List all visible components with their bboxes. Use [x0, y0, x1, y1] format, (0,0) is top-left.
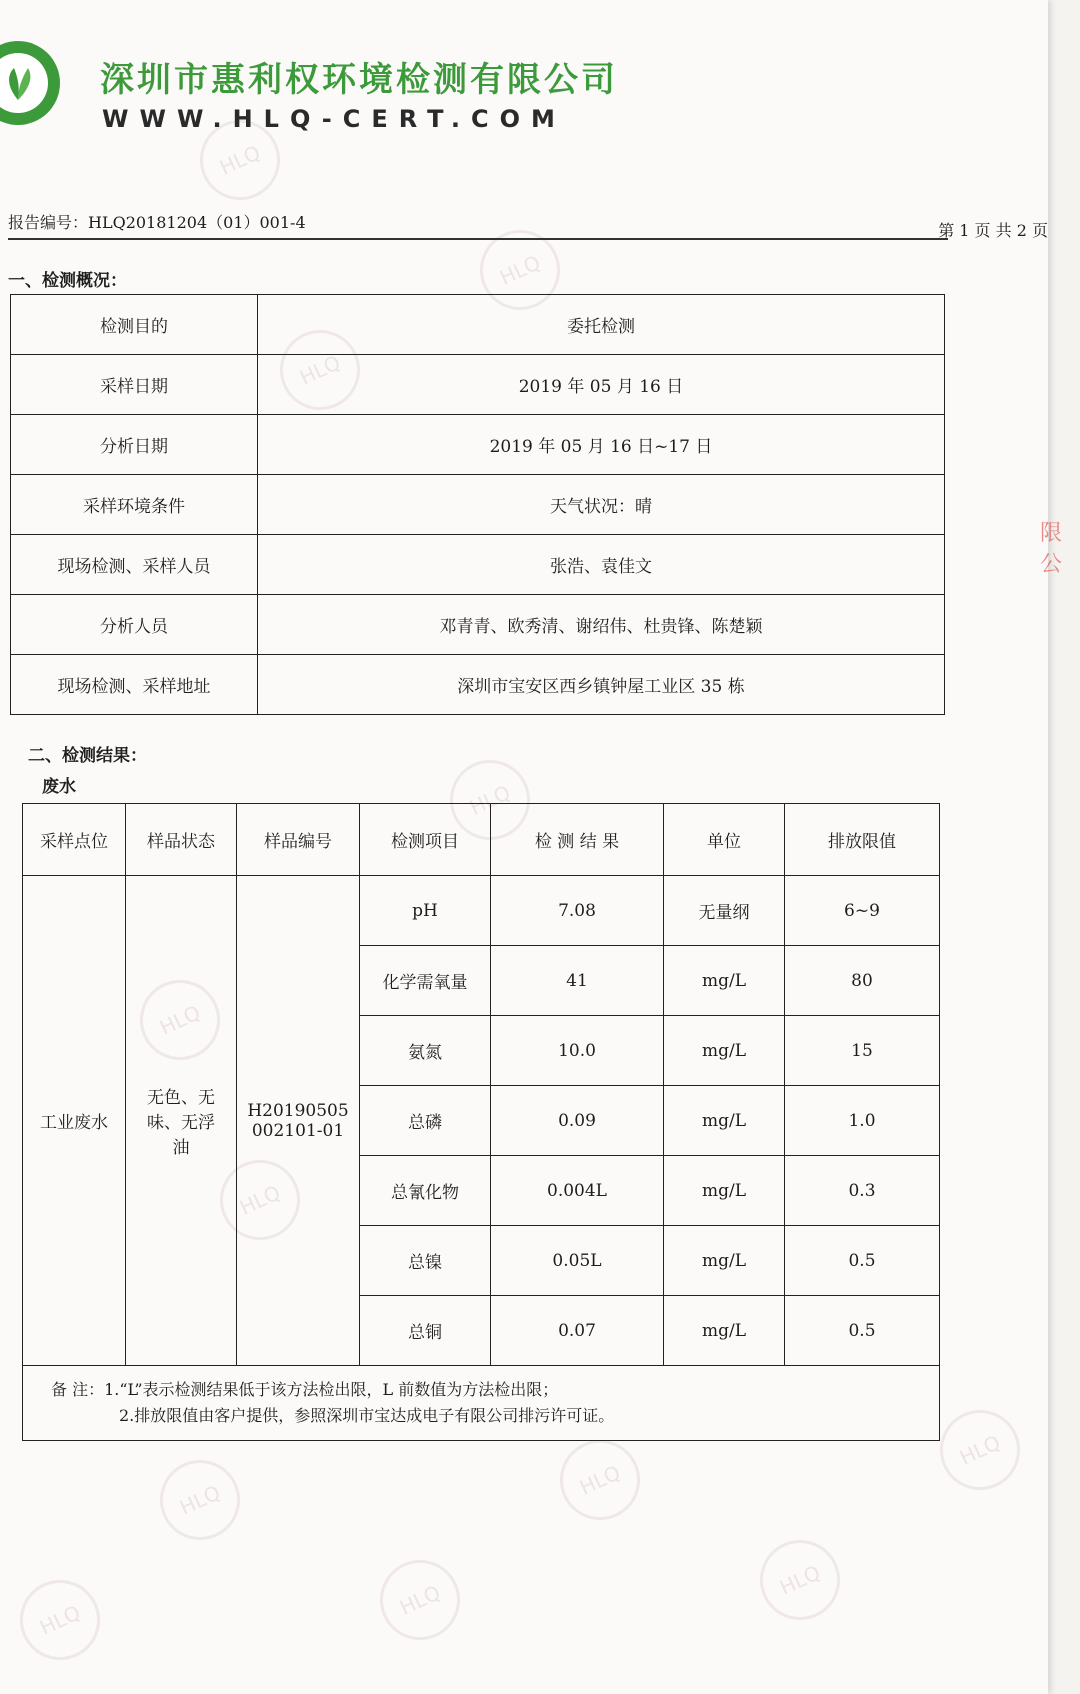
test-item: 总镍: [360, 1226, 491, 1296]
test-unit: mg/L: [664, 1296, 785, 1366]
test-result: 0.09: [491, 1086, 664, 1156]
watermark: HLQ: [147, 1447, 253, 1553]
test-item: 总磷: [360, 1086, 491, 1156]
test-limit: 1.0: [785, 1086, 940, 1156]
test-unit: mg/L: [664, 1016, 785, 1086]
test-unit: 无量纲: [664, 876, 785, 946]
watermark: HLQ: [367, 1547, 473, 1653]
watermark: HLQ: [467, 217, 573, 323]
table-row: [11, 595, 945, 655]
column-header: 单位: [664, 804, 785, 876]
sample-state: [126, 876, 237, 1366]
row-value: 张浩、袁佳文: [258, 535, 945, 595]
row-value: 深圳市宝安区西乡镇钟屋工业区 35 栋: [258, 655, 945, 715]
test-unit: mg/L: [664, 1226, 785, 1296]
row-label: 分析日期: [11, 415, 258, 475]
test-result: 7.08: [491, 876, 664, 946]
row-label: 现场检测、采样人员: [11, 535, 258, 595]
test-unit: mg/L: [664, 946, 785, 1016]
company-logo: [0, 38, 66, 128]
table-row: [11, 535, 945, 595]
sample-point: 工业废水: [23, 876, 126, 1366]
sample-state-text: 无色、无味、无浮油: [147, 1088, 215, 1158]
column-header: 排放限值: [785, 804, 940, 876]
test-result: 10.0: [491, 1016, 664, 1086]
note-text: 1.“L”表示检测结果低于该方法检出限，L 前数值为方法检出限；: [104, 1380, 559, 1399]
row-label: 采样环境条件: [11, 475, 258, 535]
section2-title: 二、检测结果：: [28, 746, 147, 766]
test-item: 总氰化物: [360, 1156, 491, 1226]
table-row: [11, 475, 945, 535]
test-unit: mg/L: [664, 1086, 785, 1156]
test-unit: mg/L: [664, 1156, 785, 1226]
row-label: 采样日期: [11, 355, 258, 415]
row-label: 检测目的: [11, 295, 258, 355]
company-website: WWW.HLQ-CERT.COM: [102, 105, 566, 133]
test-item: 总铜: [360, 1296, 491, 1366]
note-line-2: [51, 1403, 938, 1429]
table-row: [23, 876, 940, 946]
column-header: 样品状态: [126, 804, 237, 876]
watermark: HLQ: [927, 1397, 1033, 1503]
notes-cell: [23, 1366, 940, 1441]
test-item: 氨氮: [360, 1016, 491, 1086]
watermark: HLQ: [127, 967, 233, 1073]
row-value: 2019 年 05 月 16 日: [258, 355, 945, 415]
notes-row: [23, 1366, 940, 1441]
watermark: HLQ: [267, 317, 373, 423]
table-row: [11, 415, 945, 475]
test-limit: 0.5: [785, 1296, 940, 1366]
sample-id: [237, 876, 360, 1366]
row-value: 2019 年 05 月 16 日~17 日: [258, 415, 945, 475]
note-line-1: [51, 1377, 938, 1403]
table-row: [11, 295, 945, 355]
test-limit: 15: [785, 1016, 940, 1086]
test-item: 化学需氧量: [360, 946, 491, 1016]
notes-label: 备 注：: [51, 1380, 105, 1399]
row-label: 分析人员: [11, 595, 258, 655]
overview-table: [10, 294, 945, 715]
page-indicator: 第 1 页 共 2 页: [938, 221, 1048, 240]
test-limit: 0.5: [785, 1226, 940, 1296]
section1-title: 一、检测概况：: [8, 271, 127, 291]
note-text: 2.排放限值由客户提供，参照深圳市宝达成电子有限公司排污许可证。: [119, 1406, 615, 1425]
company-name: 深圳市惠利权环境检测有限公司: [100, 60, 618, 100]
test-limit: 80: [785, 946, 940, 1016]
sample-id-text: H20190505002101-01: [247, 1100, 349, 1141]
watermark: HLQ: [747, 1527, 853, 1633]
test-limit: 0.3: [785, 1156, 940, 1226]
test-result: 0.004L: [491, 1156, 664, 1226]
watermark: HLQ: [187, 107, 293, 213]
watermark: HLQ: [7, 1567, 113, 1673]
row-value: 委托检测: [258, 295, 945, 355]
section2-subtitle: 废水: [42, 777, 76, 797]
row-label: 现场检测、采样地址: [11, 655, 258, 715]
column-header: 检 测 结 果: [491, 804, 664, 876]
table-row: [11, 355, 945, 415]
column-header: 样品编号: [237, 804, 360, 876]
table-row: [11, 655, 945, 715]
watermark: HLQ: [207, 1147, 313, 1253]
row-value: 天气状况：晴: [258, 475, 945, 535]
watermark: HLQ: [437, 747, 543, 853]
test-result: 41: [491, 946, 664, 1016]
row-value: 邓青青、欧秀清、谢绍伟、杜贵锋、陈楚颖: [258, 595, 945, 655]
column-header: 采样点位: [23, 804, 126, 876]
header-rule: [8, 238, 948, 240]
column-header: 检测项目: [360, 804, 491, 876]
test-item: pH: [360, 876, 491, 946]
test-limit: 6~9: [785, 876, 940, 946]
watermark: HLQ: [547, 1427, 653, 1533]
report-number: 报告编号：HLQ20181204（01）001-4: [8, 213, 306, 232]
test-result: 0.07: [491, 1296, 664, 1366]
test-result: 0.05L: [491, 1226, 664, 1296]
table-header-row: [23, 804, 940, 876]
red-stamp-fragment: 限 公: [1040, 521, 1063, 577]
results-table: [22, 803, 940, 1441]
